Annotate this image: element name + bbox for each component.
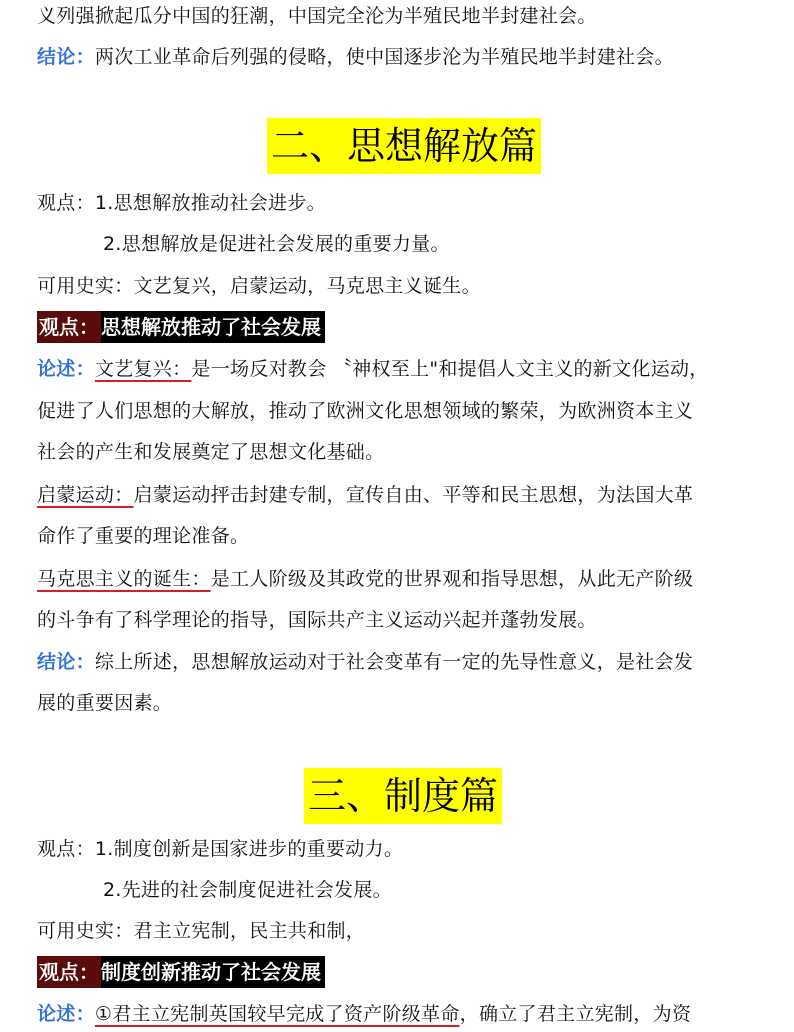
paragraph-text: 命作了重要的理论准备。 xyxy=(37,525,250,547)
paragraph-line xyxy=(37,438,764,466)
viewpoint-item: 1.制度创新是国家进步的重要动力。 xyxy=(94,838,404,860)
viewpoints-label: 观点： xyxy=(37,192,95,214)
paragraph-line xyxy=(37,481,764,509)
historical-facts xyxy=(37,917,764,945)
viewpoint-banner xyxy=(37,956,325,988)
conclusion-label: 结论： xyxy=(37,46,95,68)
viewpoint-line-1 xyxy=(37,189,764,217)
term-renaissance: 文艺复兴： xyxy=(94,358,192,380)
discussion-line xyxy=(37,1000,764,1028)
paragraph-text: 促进了人们思想的大解放，推动了欧洲文化思想领域的繁荣，为欧洲资本主义 xyxy=(37,400,694,422)
paragraph-text: 是一场反对教会 〝神权至上"和提倡人文主义的新文化运动， xyxy=(191,358,709,380)
facts-text: 可用史实：君主立宪制，民主共和制， xyxy=(37,920,366,942)
paragraph-text: 启蒙运动抨击封建专制，宣传自由、平等和民主思想，为法国大革 xyxy=(133,484,694,506)
discussion-label: 论述： xyxy=(37,1003,95,1025)
section-title-thought-liberation: 二、思想解放篇 xyxy=(267,118,541,174)
viewpoint-item: 2.先进的社会制度促进社会发展。 xyxy=(103,879,392,901)
viewpoint-line-2 xyxy=(103,230,764,258)
viewpoint-line-1 xyxy=(37,835,764,863)
paragraph-line xyxy=(37,606,764,634)
paragraph-line xyxy=(37,397,764,425)
viewpoint-banner xyxy=(37,311,325,343)
paragraph-line xyxy=(37,522,764,550)
paragraph-text: ，确立了君主立宪制，为资 xyxy=(459,1003,692,1025)
banner-text: 制度创新推动了社会发展 xyxy=(101,956,325,988)
paragraph-text: 社会的产生和发展奠定了思想文化基础。 xyxy=(37,441,385,463)
paragraph-line xyxy=(37,689,764,717)
banner-label: 观点： xyxy=(37,311,101,343)
paragraph-text: 的斗争有了科学理论的指导，国际共产主义运动兴起并蓬勃发展。 xyxy=(37,609,597,631)
term-enlightenment: 启蒙运动： xyxy=(37,484,134,506)
intro-text: 义列强掀起瓜分中国的狂潮，中国完全沦为半殖民地半封建社会。 xyxy=(37,5,597,27)
discussion-line xyxy=(37,355,764,383)
viewpoint-item: 1.思想解放推动社会进步。 xyxy=(94,192,326,214)
paragraph-text: 综上所述，思想解放运动对于社会变革有一定的先导性意义，是社会发 xyxy=(94,651,694,673)
paragraph-text: 是工人阶级及其政党的世界观和指导思想，从此无产阶级 xyxy=(210,568,694,590)
discussion-label: 论述： xyxy=(37,358,95,380)
viewpoint-item: 2.思想解放是促进社会发展的重要力量。 xyxy=(103,233,450,255)
conclusion-label: 结论： xyxy=(37,651,95,673)
paragraph-line xyxy=(37,565,764,593)
paragraph-text: 展的重要因素。 xyxy=(37,692,173,714)
banner-label: 观点： xyxy=(37,956,101,988)
intro-conclusion xyxy=(37,43,764,71)
facts-text: 可用史实：文艺复兴，启蒙运动，马克思主义诞生。 xyxy=(37,275,481,297)
term-marxism: 马克思主义的诞生： xyxy=(37,568,211,590)
viewpoint-line-2 xyxy=(103,876,764,904)
section-conclusion xyxy=(37,648,764,676)
viewpoints-label: 观点： xyxy=(37,838,95,860)
intro-line xyxy=(37,2,764,30)
conclusion-text: 两次工业革命后列强的侵略，使中国逐步沦为半殖民地半封建社会。 xyxy=(94,46,674,68)
section-title-institutions: 三、制度篇 xyxy=(304,768,502,824)
discussion-underlined: ①君主立宪制英国较早完成了资产阶级革命 xyxy=(94,1003,460,1025)
historical-facts xyxy=(37,272,764,300)
banner-text: 思想解放推动了社会发展 xyxy=(101,311,325,343)
